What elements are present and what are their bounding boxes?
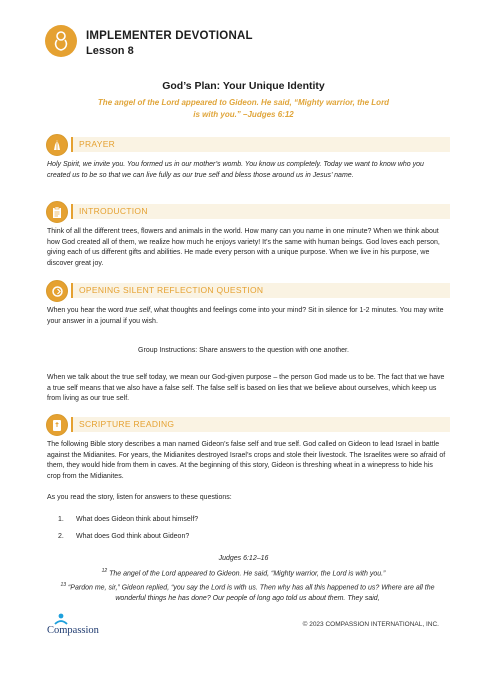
section-label: SCRIPTURE READING (79, 419, 175, 429)
scripture-intro: The following Bible story describes a man named Gideon’s false self and true self. God called on Gideon to lead Israel in battle against the Midianites. For years, the Midianites destroyed Israel’s crops and stole their livestock. The Israelites were so afraid of them, they would hide from them in caves. At the beginning of this story, Gideon is threshing wheat in a winepress to hide his crop from the Midianites. (47, 441, 446, 480)
section-header-scripture (71, 417, 450, 432)
introduction-text: Think of all the different trees, flowers and animals in the world. How many can you name in one minute? When we think about how God created all of them, we realize how much he enjoys variety! It’s the same with human beings. God loves each person, giving each of us different gifts and abilities. He made every person with a unique purpose. When we live in his purpose, we discover great joy. (47, 228, 440, 267)
circle-arrow-icon (46, 280, 68, 302)
reflection-text: When you hear the word true self, what thoughts and feelings come into your mind? Sit in silence for 1-2 minutes. You may write your answer in a journal if you wish. (47, 307, 444, 325)
copyright-text: © 2023 COMPASSION INTERNATIONAL, INC. (302, 621, 439, 628)
section-label: PRAYER (79, 139, 116, 149)
section-label: INTRODUCTION (79, 206, 148, 216)
key-verse: The angel of the Lord appeared to Gideon. He said, “Mighty warrior, the Lord is with you.” –Judges 6:12 (97, 98, 390, 119)
group-instructions: Group Instructions: Share answers to the question with one another. (138, 347, 349, 354)
verse-13: $^{13}$ “Pardon me, sir,” Gideon replied, “you say the Lord is with us. Then why has all this happened to us? Where are all the wonderful things he has done? Our people of long ago told us about them. They said, (60, 582, 435, 602)
header-title: IMPLEMENTER DEVOTIONAL (86, 30, 253, 42)
question-item: 1. What does Gideon think about himself? (58, 516, 199, 523)
scripture-prompt: As you read the story, listen for answers to these questions: (47, 494, 232, 501)
header-lesson: Lesson 8 (86, 45, 134, 57)
compassion-logo-icon (45, 25, 77, 57)
question-item: 2. What does God think about Gideon? (58, 533, 190, 540)
section-label: OPENING SILENT REFLECTION QUESTION (79, 285, 264, 295)
prayer-text: Holy Spirit, we invite you. You formed us in our mother’s womb. You know us completely. Today we want to know who you created us to be so that we can live fully as our true self and bless those around us in Jesus’ name. (47, 161, 424, 179)
clipboard-icon (46, 201, 68, 223)
section-header-reflection (71, 283, 450, 298)
true-self-emphasis: true self (125, 307, 151, 314)
section-header-prayer (71, 137, 450, 152)
bible-icon (46, 414, 68, 436)
footer-brand-name: Compassion (47, 625, 99, 636)
verse-12: $^{12}$ The angel of the Lord appeared to Gideon. He said, “Mighty warrior, the Lord is with you.” (101, 568, 386, 578)
page-title: God’s Plan: Your Unique Identity (162, 80, 325, 92)
scripture-reference: Judges 6:12–16 (218, 555, 269, 562)
praying-hands-icon (46, 134, 68, 156)
true-self-explanation: When we talk about the true self today, we mean our God-given purpose – the person God made us to be. The fact that we have a true self means that we also have a false self. The false self is based on lies that we believe about ourselves, which keep us from living as our true self. (47, 374, 445, 403)
section-header-introduction (71, 204, 450, 219)
